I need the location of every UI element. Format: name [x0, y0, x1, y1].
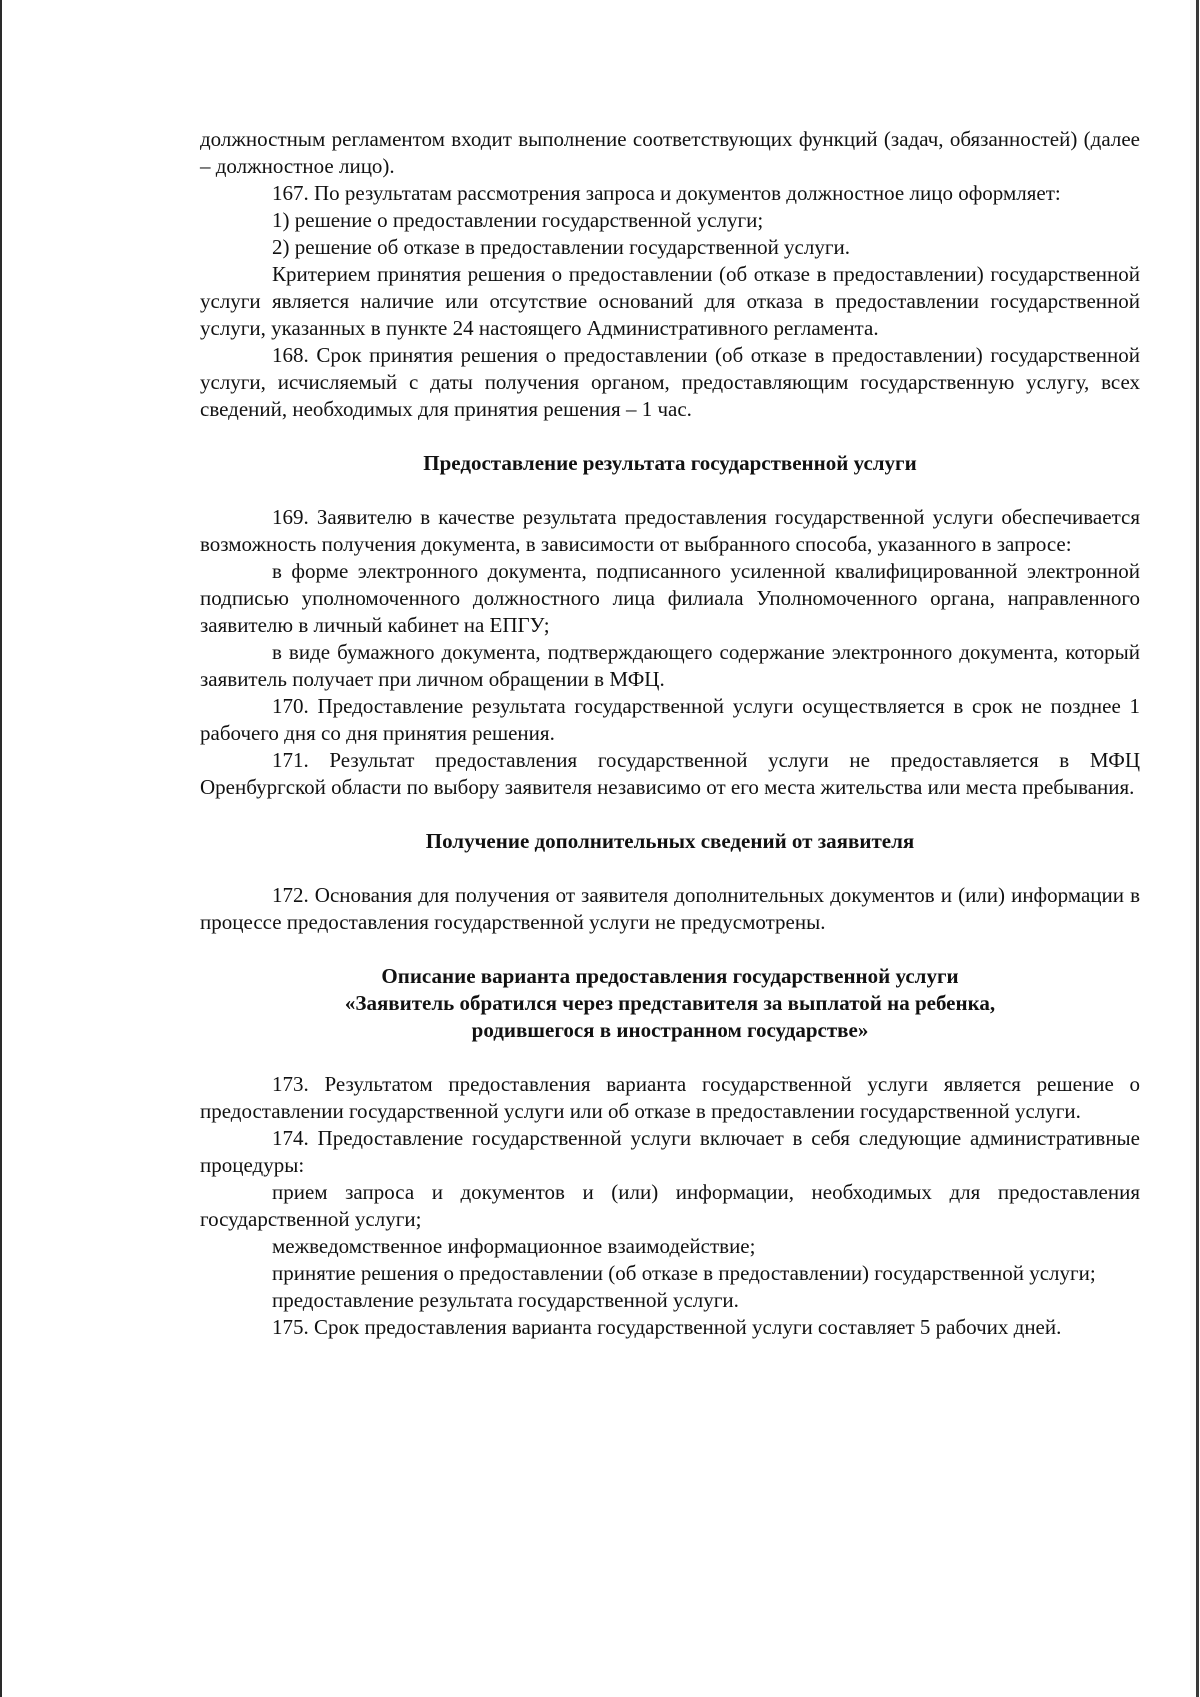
paragraph-gap — [200, 1044, 1140, 1071]
body-paragraph: в форме электронного документа, подписанного усиленной квалифицированной электронной подписью уполномоченного должностного лица филиала Уполномоченного органа, направленного заявителю в личный кабинет на ЕПГУ; — [200, 559, 1140, 637]
section-heading-line: родившегося в иностранном государстве» — [471, 1018, 869, 1042]
body-paragraph: принятие решения о предоставлении (об отказе в предоставлении) государственной услуги; — [272, 1261, 1096, 1285]
section-heading-line: Получение дополнительных сведений от заявителя — [425, 829, 915, 853]
body-paragraph: 169. Заявителю в качестве результата предоставления государственной услуги обеспечивается возможность получения документа, в зависимости от выбранного способа, указанного в запросе: — [200, 505, 1140, 556]
body-paragraph: 171. Результат предоставления государственной услуги не предоставляется в МФЦ Оренбургской области по выбору заявителя независимо от его места жительства или места пребывания. — [200, 748, 1140, 799]
paragraph-gap — [200, 936, 1140, 963]
body-paragraph: 167. По результатам рассмотрения запроса и документов должностное лицо оформляет: — [272, 181, 1061, 205]
body-paragraph: 170. Предоставление результата государственной услуги осуществляется в срок не позднее 1 рабочего дня со дня принятия решения. — [200, 694, 1140, 745]
body-paragraph: 2) решение об отказе в предоставлении государственной услуги. — [272, 235, 850, 259]
body-paragraph: 1) решение о предоставлении государственной услуги; — [272, 208, 764, 232]
paragraph-gap — [200, 423, 1140, 450]
body-paragraph: в виде бумажного документа, подтверждающего содержание электронного документа, который заявитель получает при личном обращении в МФЦ. — [200, 640, 1140, 691]
body-paragraph: прием запроса и документов и (или) информации, необходимых для предоставления государственной услуги; — [200, 1180, 1140, 1231]
body-paragraph: предоставление результата государственной услуги. — [272, 1288, 739, 1312]
paragraph-gap — [200, 801, 1140, 828]
body-paragraph: 172. Основания для получения от заявителя дополнительных документов и (или) информации в процессе предоставления государственной услуги не предусмотрены. — [200, 883, 1140, 934]
paragraph-gap — [200, 855, 1140, 882]
body-paragraph: 174. Предоставление государственной услуги включает в себя следующие административные процедуры: — [200, 1126, 1140, 1177]
section-heading — [200, 963, 1140, 1044]
section-heading-line: Описание варианта предоставления государственной услуги — [381, 964, 959, 988]
body-paragraph: межведомственное информационное взаимодействие; — [272, 1234, 756, 1258]
paragraph-gap — [200, 477, 1140, 504]
scan-edge-right — [1196, 0, 1199, 1697]
section-heading-line: «Заявитель обратился через представителя за выплатой на ребенка, — [344, 991, 996, 1015]
scan-edge-left — [0, 0, 2, 1697]
body-paragraph: 173. Результатом предоставления варианта государственной услуги является решение о предоставлении государственной услуги или об отказе в предоставлении государственной услуги. — [200, 1072, 1140, 1123]
document-body — [200, 126, 1140, 1341]
section-heading-line: Предоставление результата государственной услуги — [423, 451, 917, 475]
body-paragraph: 168. Срок принятия решения о предоставлении (об отказе в предоставлении) государственной услуги, исчисляемый с даты получения органом, предоставляющим государственную услугу, всех сведений, необходимых для принятия решения – 1 час. — [200, 343, 1140, 421]
body-paragraph: 175. Срок предоставления варианта государственной услуги составляет 5 рабочих дней. — [272, 1315, 1062, 1339]
section-heading — [200, 828, 1140, 855]
section-heading — [200, 450, 1140, 477]
body-paragraph: должностным регламентом входит выполнение соответствующих функций (задач, обязанностей) (далее – должностное лицо). — [200, 127, 1140, 178]
body-paragraph: Критерием принятия решения о предоставлении (об отказе в предоставлении) государственной услуги является наличие или отсутствие оснований для отказа в предоставлении государственной услуги, указанных в пункте 24 настоящего Административного регламента. — [200, 262, 1140, 340]
